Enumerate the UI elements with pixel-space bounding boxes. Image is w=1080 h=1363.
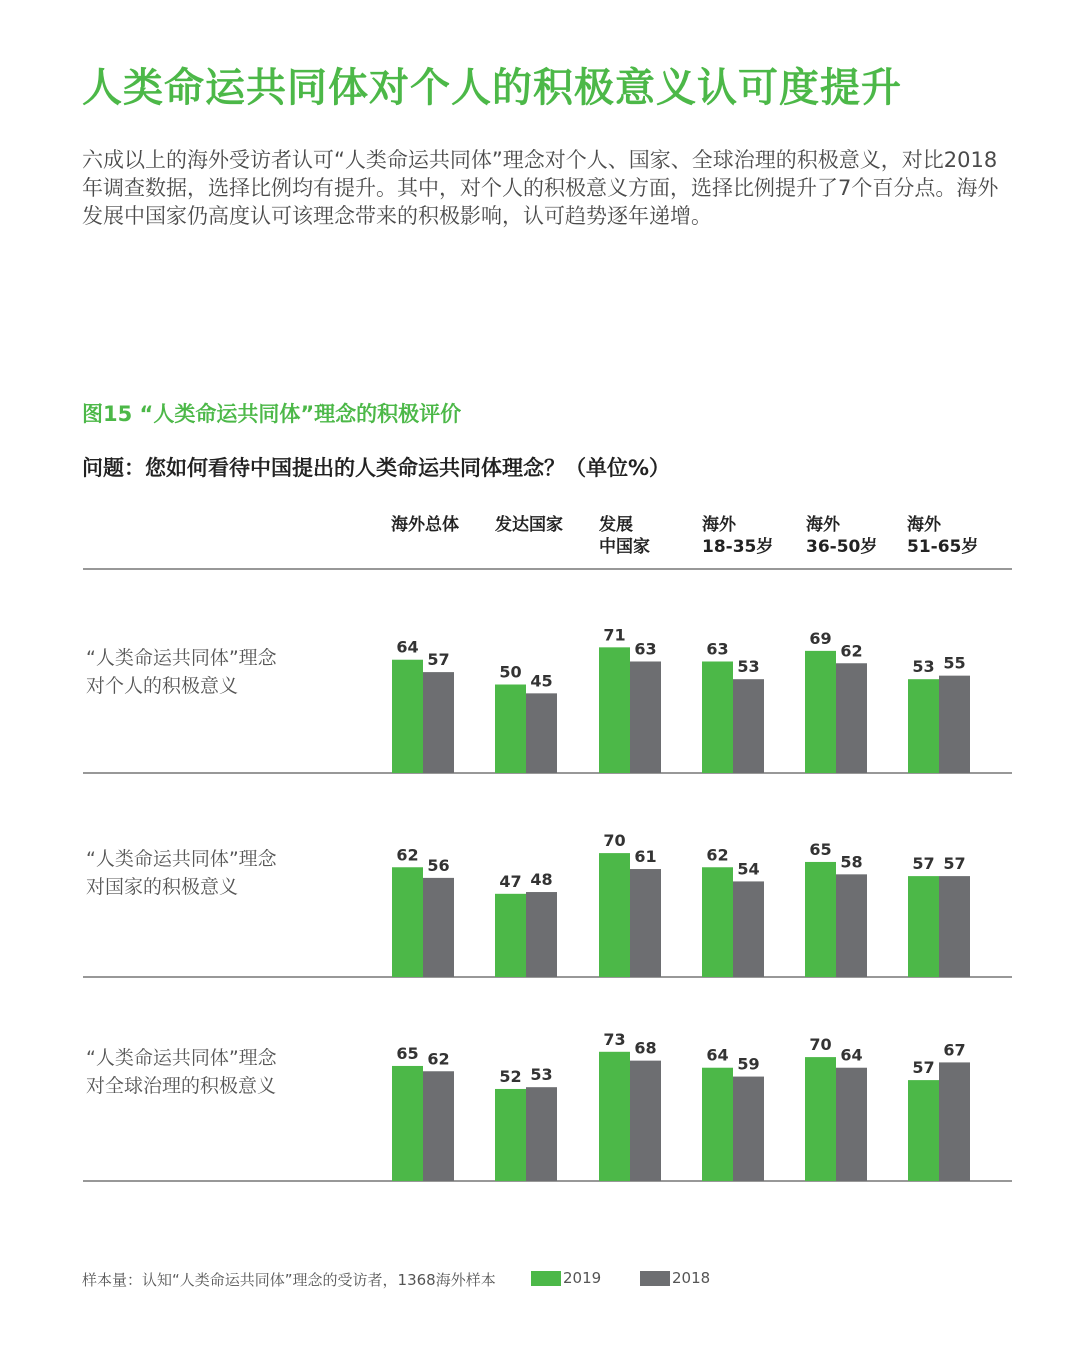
sample-size-note: 样本量：认知“人类命运共同体”理念的受访者，1368海外样本 bbox=[82, 1271, 496, 1289]
bar-2018-3-4 bbox=[733, 1077, 764, 1181]
column-header-line2: 36-50岁 bbox=[806, 537, 878, 557]
bar-2018-2-4 bbox=[733, 881, 764, 977]
bar-2018-3-3 bbox=[630, 1061, 661, 1181]
data-label-2019: 50 bbox=[499, 662, 522, 682]
intro-paragraph: 六成以上的海外受访者认可“人类命运共同体”理念对个人、国家、全球治理的积极意义，对比2018年调查数据，选择比例均有提升。其中，对个人的积极意义方面，选择比例提升了7个百分点。海外发展中国家仍高度认可该理念带来的积极影响，认可趋势逐年递增。 bbox=[82, 148, 999, 228]
figure-title: 图15 “人类命运共同体”理念的积极评价 bbox=[82, 402, 462, 426]
row-label-line1: “人类命运共同体”理念 bbox=[86, 1047, 277, 1069]
data-label-2018: 54 bbox=[737, 859, 760, 879]
bar-2019-1-3 bbox=[599, 647, 630, 773]
legend-label-2019: 2019 bbox=[563, 1269, 602, 1287]
column-header-line1: 海外 bbox=[702, 515, 736, 535]
data-label-2019: 65 bbox=[396, 1043, 419, 1063]
bar-2019-1-1 bbox=[392, 660, 423, 773]
column-header-line2: 51-65岁 bbox=[907, 537, 979, 557]
data-label-2018: 53 bbox=[737, 657, 760, 677]
data-label-2019: 62 bbox=[706, 845, 729, 865]
bar-2018-2-6 bbox=[939, 876, 970, 977]
data-label-2018: 67 bbox=[943, 1040, 966, 1060]
row-label-line1: “人类命运共同体”理念 bbox=[86, 647, 277, 669]
data-label-2019: 62 bbox=[396, 845, 419, 865]
data-label-2018: 62 bbox=[840, 641, 863, 661]
bar-2019-2-1 bbox=[392, 867, 423, 977]
data-label-2018: 58 bbox=[840, 852, 863, 872]
bar-2018-1-2 bbox=[526, 693, 557, 773]
column-header-line1: 海外 bbox=[806, 515, 840, 535]
bar-2018-3-1 bbox=[423, 1071, 454, 1181]
data-label-2019: 73 bbox=[603, 1029, 626, 1049]
data-label-2018: 64 bbox=[840, 1045, 863, 1065]
data-label-2018: 57 bbox=[943, 854, 966, 874]
bar-2019-1-6 bbox=[908, 679, 939, 773]
data-label-2018: 45 bbox=[530, 671, 553, 691]
bar-2018-2-5 bbox=[836, 874, 867, 977]
bar-2018-1-3 bbox=[630, 661, 661, 773]
data-label-2019: 70 bbox=[603, 831, 626, 851]
data-label-2018: 56 bbox=[427, 855, 450, 875]
bar-2019-2-2 bbox=[495, 894, 526, 977]
data-label-2019: 57 bbox=[912, 1058, 935, 1078]
bar-2018-3-5 bbox=[836, 1068, 867, 1181]
data-label-2019: 64 bbox=[396, 637, 419, 657]
data-label-2019: 71 bbox=[603, 625, 626, 645]
bar-2019-2-6 bbox=[908, 876, 939, 977]
page-title: 人类命运共同体对个人的积极意义认可度提升 bbox=[82, 65, 902, 111]
column-header-line1: 发展 bbox=[599, 515, 633, 535]
legend-label-2018: 2018 bbox=[672, 1269, 711, 1287]
data-label-2019: 52 bbox=[499, 1066, 522, 1086]
row-label-line2: 对个人的积极意义 bbox=[86, 675, 239, 697]
data-label-2018: 59 bbox=[737, 1054, 760, 1074]
bar-2019-3-3 bbox=[599, 1052, 630, 1181]
data-label-2018: 68 bbox=[634, 1038, 657, 1058]
column-header-line1: 海外 bbox=[907, 515, 941, 535]
data-label-2018: 57 bbox=[427, 650, 450, 670]
row-label-line2: 对国家的积极意义 bbox=[86, 876, 239, 898]
bar-2019-2-3 bbox=[599, 853, 630, 977]
data-label-2019: 47 bbox=[499, 871, 522, 891]
bar-2018-3-6 bbox=[939, 1062, 970, 1181]
bar-2018-1-6 bbox=[939, 676, 970, 773]
bar-2019-2-4 bbox=[702, 867, 733, 977]
data-label-2019: 57 bbox=[912, 854, 935, 874]
data-label-2019: 69 bbox=[809, 628, 832, 648]
survey-question: 问题：您如何看待中国提出的人类命运共同体理念？（单位%） bbox=[82, 456, 671, 480]
column-header-line2: 中国家 bbox=[599, 537, 650, 557]
legend-item-2019 bbox=[531, 1269, 601, 1287]
data-label-2018: 55 bbox=[943, 653, 966, 673]
bar-2019-1-4 bbox=[702, 661, 733, 773]
bar-2018-2-2 bbox=[526, 892, 557, 977]
data-label-2018: 62 bbox=[427, 1049, 450, 1069]
data-label-2018: 53 bbox=[530, 1065, 553, 1085]
bar-2019-3-6 bbox=[908, 1080, 939, 1181]
row-label-line2: 对全球治理的积极意义 bbox=[86, 1075, 277, 1097]
row-label-line1: “人类命运共同体”理念 bbox=[86, 848, 277, 870]
data-label-2018: 63 bbox=[634, 639, 657, 659]
legend-item-2018 bbox=[640, 1269, 710, 1287]
data-label-2019: 53 bbox=[912, 657, 935, 677]
bar-2018-1-1 bbox=[423, 672, 454, 773]
bar-2019-3-2 bbox=[495, 1089, 526, 1181]
bar-2019-2-5 bbox=[805, 862, 836, 977]
bar-2019-3-1 bbox=[392, 1066, 423, 1181]
data-label-2018: 48 bbox=[530, 870, 553, 890]
bar-2018-2-1 bbox=[423, 878, 454, 977]
bar-2019-1-2 bbox=[495, 685, 526, 774]
data-label-2019: 63 bbox=[706, 639, 729, 659]
bar-2019-1-5 bbox=[805, 651, 836, 773]
data-label-2018: 61 bbox=[634, 847, 657, 867]
column-header-line1: 发达国家 bbox=[495, 515, 563, 535]
bar-2018-1-5 bbox=[836, 663, 867, 773]
data-label-2019: 65 bbox=[809, 839, 832, 859]
column-header-line2: 18-35岁 bbox=[702, 537, 774, 557]
bar-2018-3-2 bbox=[526, 1087, 557, 1181]
data-label-2019: 70 bbox=[809, 1035, 832, 1055]
legend-swatch-2018 bbox=[640, 1271, 670, 1286]
bar-2018-2-3 bbox=[630, 869, 661, 977]
data-label-2019: 64 bbox=[706, 1045, 729, 1065]
bar-2019-3-5 bbox=[805, 1057, 836, 1181]
column-header-line1: 海外总体 bbox=[391, 515, 459, 535]
bar-2019-3-4 bbox=[702, 1068, 733, 1181]
bar-2018-1-4 bbox=[733, 679, 764, 773]
legend-swatch-2019 bbox=[531, 1271, 561, 1286]
